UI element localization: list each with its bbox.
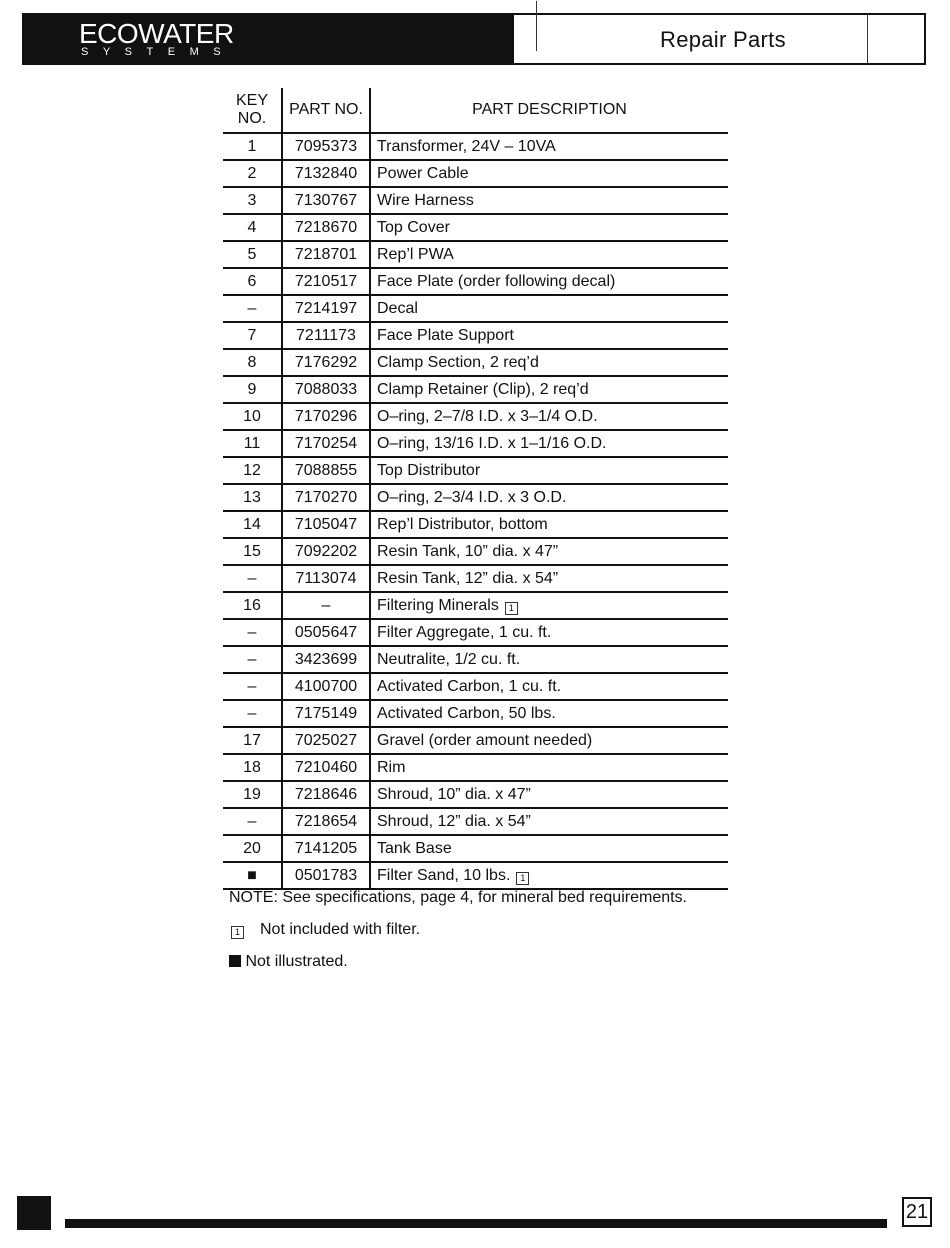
part-no-cell: 7176292 <box>282 349 370 376</box>
description-text: Face Plate Support <box>377 326 514 344</box>
description-text: Rim <box>377 758 406 776</box>
description-text: Clamp Retainer (Clip), 2 req’d <box>377 380 589 398</box>
description-text: Resin Tank, 12” dia. x 54” <box>377 569 559 587</box>
part-no-cell: 7095373 <box>282 133 370 160</box>
footnote-marker-icon: 1 <box>516 872 529 885</box>
not-illustrated-text: Not illustrated. <box>245 953 348 970</box>
table-row <box>223 835 728 862</box>
table-row <box>223 322 728 349</box>
parts-table <box>223 88 728 890</box>
part-no-cell: 7211173 <box>282 322 370 349</box>
description-text: Tank Base <box>377 839 452 857</box>
description-cell <box>370 673 728 700</box>
key-no-cell: 12 <box>223 457 282 484</box>
table-row <box>223 727 728 754</box>
description-text: Filtering Minerals <box>377 596 499 614</box>
table-row <box>223 808 728 835</box>
part-no-cell: 7210517 <box>282 268 370 295</box>
table-header-row <box>223 88 728 133</box>
table-row <box>223 295 728 322</box>
part-no-cell: 7130767 <box>282 187 370 214</box>
description-cell <box>370 376 728 403</box>
table-row <box>223 700 728 727</box>
table-row <box>223 403 728 430</box>
description-cell <box>370 187 728 214</box>
footnote-marker-icon: 1 <box>231 926 244 939</box>
footnote-text: Not included with filter. <box>260 921 421 938</box>
page-title: Repair Parts <box>660 27 786 52</box>
table-row <box>223 781 728 808</box>
description-text: Filter Sand, 10 lbs. <box>377 866 511 884</box>
key-no-cell: 4 <box>223 214 282 241</box>
part-no-cell: 7214197 <box>282 295 370 322</box>
key-no-cell: – <box>223 565 282 592</box>
column-header-key: KEY NO. <box>223 88 282 133</box>
table-row <box>223 241 728 268</box>
key-no-cell: 13 <box>223 484 282 511</box>
page-number: 21 <box>902 1197 932 1227</box>
description-cell <box>370 781 728 808</box>
key-no-cell: – <box>223 700 282 727</box>
page-header <box>22 13 926 65</box>
description-cell <box>370 538 728 565</box>
description-cell <box>370 700 728 727</box>
description-text: Transformer, 24V – 10VA <box>377 137 556 155</box>
part-no-cell: 7132840 <box>282 160 370 187</box>
key-no-cell: – <box>223 619 282 646</box>
key-no-cell: – <box>223 673 282 700</box>
part-no-cell: 7088033 <box>282 376 370 403</box>
description-cell <box>370 403 728 430</box>
notes-section <box>229 888 687 984</box>
description-text: O–ring, 13/16 I.D. x 1–1/16 O.D. <box>377 434 607 452</box>
description-text: Activated Carbon, 50 lbs. <box>377 704 556 722</box>
part-no-cell: 7218670 <box>282 214 370 241</box>
description-cell <box>370 214 728 241</box>
description-text: Shroud, 10” dia. x 47” <box>377 785 531 803</box>
description-text: Filter Aggregate, 1 cu. ft. <box>377 623 552 641</box>
description-cell <box>370 133 728 160</box>
column-header-part: PART NO. <box>282 88 370 133</box>
footnote-not-illustrated <box>229 952 687 972</box>
key-no-cell: – <box>223 295 282 322</box>
description-cell <box>370 592 728 619</box>
part-no-cell: 7088855 <box>282 457 370 484</box>
table-row <box>223 187 728 214</box>
description-cell <box>370 511 728 538</box>
description-text: Resin Tank, 10” dia. x 47” <box>377 542 559 560</box>
description-text: Rep’l PWA <box>377 245 454 263</box>
header-divider <box>867 15 868 63</box>
part-no-cell: 7218654 <box>282 808 370 835</box>
part-no-cell: 4100700 <box>282 673 370 700</box>
part-no-cell: 7218701 <box>282 241 370 268</box>
part-no-cell: – <box>282 592 370 619</box>
part-no-cell: 7210460 <box>282 754 370 781</box>
parts-table-body <box>223 133 728 889</box>
description-cell <box>370 619 728 646</box>
part-no-cell: 7141205 <box>282 835 370 862</box>
description-text: Top Cover <box>377 218 450 236</box>
key-no-cell: 3 <box>223 187 282 214</box>
key-no-cell: 8 <box>223 349 282 376</box>
header-divider <box>536 1 537 51</box>
description-text: Decal <box>377 299 418 317</box>
header-title-area <box>514 15 924 63</box>
description-text: Shroud, 12” dia. x 54” <box>377 812 531 830</box>
table-row <box>223 538 728 565</box>
description-text: Neutralite, 1/2 cu. ft. <box>377 650 521 668</box>
key-no-cell: ■ <box>223 862 282 889</box>
footnote-not-included <box>229 920 687 940</box>
black-square-icon <box>229 955 241 967</box>
description-cell <box>370 241 728 268</box>
table-row <box>223 565 728 592</box>
table-row <box>223 349 728 376</box>
key-no-cell: – <box>223 646 282 673</box>
description-cell <box>370 430 728 457</box>
part-no-cell: 7218646 <box>282 781 370 808</box>
part-no-cell: 7105047 <box>282 511 370 538</box>
table-row <box>223 133 728 160</box>
description-cell <box>370 322 728 349</box>
part-no-cell: 0505647 <box>282 619 370 646</box>
part-no-cell: 7170270 <box>282 484 370 511</box>
key-no-cell: 10 <box>223 403 282 430</box>
description-text: Power Cable <box>377 164 469 182</box>
description-text: Wire Harness <box>377 191 474 209</box>
description-cell <box>370 484 728 511</box>
table-row <box>223 214 728 241</box>
table-row <box>223 619 728 646</box>
description-cell <box>370 295 728 322</box>
key-no-cell: 1 <box>223 133 282 160</box>
column-header-description: PART DESCRIPTION <box>370 88 728 133</box>
brand-subtitle: SYSTEMS <box>81 46 236 58</box>
table-row <box>223 511 728 538</box>
table-row <box>223 376 728 403</box>
description-cell <box>370 268 728 295</box>
table-row <box>223 430 728 457</box>
description-text: Clamp Section, 2 req’d <box>377 353 539 371</box>
description-text: O–ring, 2–3/4 I.D. x 3 O.D. <box>377 488 567 506</box>
description-text: Face Plate (order following decal) <box>377 272 616 290</box>
key-no-cell: 18 <box>223 754 282 781</box>
description-cell <box>370 862 728 889</box>
footer-block <box>17 1196 51 1230</box>
key-no-cell: 16 <box>223 592 282 619</box>
description-cell <box>370 349 728 376</box>
key-no-cell: 20 <box>223 835 282 862</box>
table-row <box>223 673 728 700</box>
key-no-cell: 2 <box>223 160 282 187</box>
key-no-cell: 15 <box>223 538 282 565</box>
key-no-cell: 14 <box>223 511 282 538</box>
description-text: Rep’l Distributor, bottom <box>377 515 548 533</box>
part-no-cell: 7113074 <box>282 565 370 592</box>
part-no-cell: 7170296 <box>282 403 370 430</box>
spec-note: NOTE: See specifications, page 4, for mineral bed requirements. <box>229 889 687 906</box>
table-row <box>223 862 728 889</box>
key-no-cell: 5 <box>223 241 282 268</box>
table-row <box>223 268 728 295</box>
description-cell <box>370 646 728 673</box>
description-text: O–ring, 2–7/8 I.D. x 3–1/4 O.D. <box>377 407 598 425</box>
part-no-cell: 7092202 <box>282 538 370 565</box>
footnote-marker-icon: 1 <box>505 602 518 615</box>
description-text: Gravel (order amount needed) <box>377 731 593 749</box>
description-cell <box>370 160 728 187</box>
description-cell <box>370 754 728 781</box>
description-cell <box>370 835 728 862</box>
table-row <box>223 484 728 511</box>
footer-bar <box>65 1219 887 1228</box>
part-no-cell: 7175149 <box>282 700 370 727</box>
description-cell <box>370 457 728 484</box>
table-row <box>223 646 728 673</box>
description-cell <box>370 727 728 754</box>
key-no-cell: 7 <box>223 322 282 349</box>
key-no-cell: 17 <box>223 727 282 754</box>
key-no-cell: 11 <box>223 430 282 457</box>
part-no-cell: 0501783 <box>282 862 370 889</box>
table-row <box>223 457 728 484</box>
part-no-cell: 7170254 <box>282 430 370 457</box>
description-cell <box>370 808 728 835</box>
key-no-cell: 19 <box>223 781 282 808</box>
table-row <box>223 754 728 781</box>
key-no-cell: – <box>223 808 282 835</box>
table-row <box>223 160 728 187</box>
part-no-cell: 7025027 <box>282 727 370 754</box>
description-text: Top Distributor <box>377 461 481 479</box>
key-no-cell: 9 <box>223 376 282 403</box>
key-no-cell: 6 <box>223 268 282 295</box>
description-text: Activated Carbon, 1 cu. ft. <box>377 677 562 695</box>
brand-logo <box>24 15 514 63</box>
part-no-cell: 3423699 <box>282 646 370 673</box>
table-row <box>223 592 728 619</box>
brand-name: ECOWATER <box>79 18 234 49</box>
description-cell <box>370 565 728 592</box>
